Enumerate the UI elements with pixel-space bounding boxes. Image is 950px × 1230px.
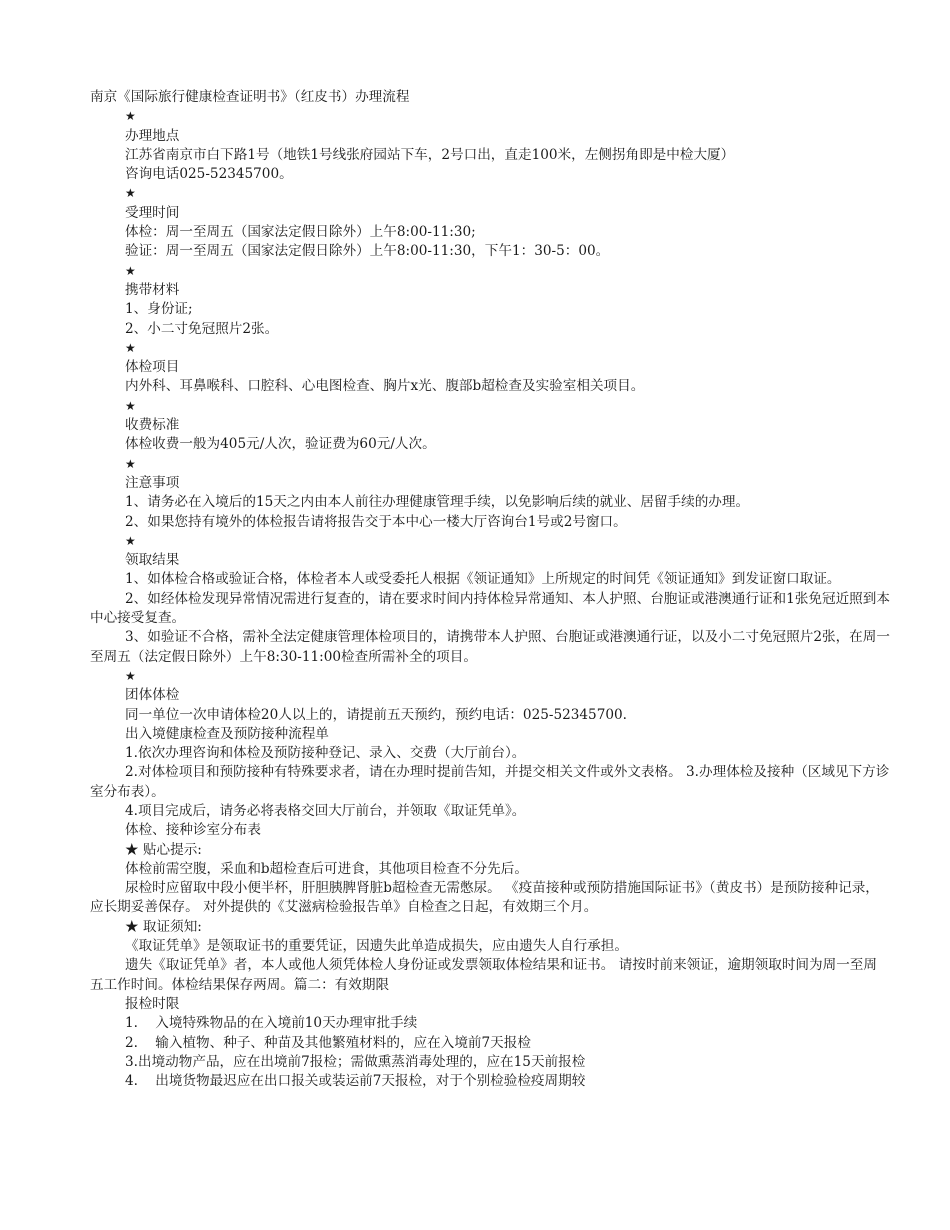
section-heading-flow: 出入境健康检查及预防接种流程单 [125,725,329,742]
exam-items-text: 内外科、耳鼻喉科、口腔科、心电图检查、胸片x光、腹部b超检查及实验室相关项目。 [125,378,645,395]
flow-table-title: 体检、接种诊室分布表 [125,822,261,839]
star-icon: ★ [125,398,136,413]
notes-item: 1、请务必在入境后的15天之内由本人前往办理健康管理手续，以免影响后续的就业、居留手续的办理。 [125,494,750,511]
section-heading-tips: ★ 贴心提示: [125,841,202,858]
section-heading-fees: 收费标准 [125,417,180,434]
fees-text: 体检收费一般为405元/人次，验证费为60元/人次。 [125,436,436,453]
section-heading-deadline: 报检时限 [125,995,180,1012]
flow-item: 1.依次办理咨询和体检及预防接种登记、录入、交费（大厅前台）。 [125,745,526,762]
location-address: 江苏省南京市白下路1号（地铁1号线张府园站下车，2号口出，直走100米，左侧拐角即是中检大厦） [125,146,735,163]
star-icon: ★ [125,340,136,355]
star-icon: ★ [125,186,136,201]
section-heading-group: 团体体检 [125,687,180,704]
deadline-item: 2. 输入植物、种子、种苗及其他繁殖材料的，应在入境前7天报检 [125,1034,531,1051]
hours-verify: 验证：周一至周五（国家法定假日除外）上午8:00-11:30，下午1：30-5：00。 [125,243,610,260]
flow-item: 4.项目完成后，请务必将表格交回大厅前台，并领取《取证凭单》。 [125,802,526,819]
section-heading-materials: 携带材料 [125,281,180,298]
group-text: 同一单位一次申请体检20人以上的，请提前五天预约，预约电话：025-52345700. [125,706,627,723]
tips-item: 尿检时应留取中段小便半杯，肝胆胰脾肾脏b超检查无需憋尿。 《疫苗接种或预防措施国际证书》（黄皮书）是预防接种记录，应长期妥善保存。 对外提供的《艾滋病检验报告单》自检查之日起，有效期三个月。 [90,880,879,916]
hours-exam: 体检：周一至周五（国家法定假日除外）上午8:00-11:30; [125,224,476,241]
section-heading-notes: 注意事项 [125,474,180,491]
results-item: 1、如体检合格或验证合格，体检者本人或受委托人根据《领证通知》上所规定的时间凭《领证通知》到发证窗口取证。 [125,571,841,588]
section-heading-exam-items: 体检项目 [125,359,180,376]
location-phone: 咨询电话025-52345700。 [125,166,293,183]
star-icon: ★ [125,263,136,278]
results-item: 3、如验证不合格，需补全法定健康管理体检项目的，请携带本人护照、台胞证或港澳通行证，以及小二寸免冠照片2张，在周一至周五（法定假日除外）上午8:30-11:00检查所需补全的项目。 [90,629,890,665]
tips-item: 体检前需空腹，采血和b超检查后可进食，其他项目检查不分先后。 [125,860,528,877]
section-heading-results: 领取结果 [125,552,180,569]
section-heading-collect: ★ 取证须知: [125,918,202,935]
collect-item: 《取证凭单》是领取证书的重要凭证，因遗失此单造成损失，应由遗失人自行承担。 [125,938,628,955]
deadline-item: 1. 入境特殊物品的在入境前10天办理审批手续 [125,1015,418,1032]
section-heading-hours: 受理时间 [125,204,180,221]
results-item: 2、如经体检发现异常情况需进行复查的，请在要求时间内持体检异常通知、本人护照、台胞证或港澳通行证和1张免冠近照到本中心接受复查。 [90,590,890,627]
materials-item: 2、小二寸免冠照片2张。 [125,320,279,337]
star-icon: ★ [125,456,136,471]
section-heading-location: 办理地点 [125,127,180,144]
deadline-item: 4. 出境货物最迟应在出口报关或装运前7天报检，对于个别检验检疫周期较 [125,1073,586,1090]
notes-item: 2、如果您持有境外的体检报告请将报告交于本中心一楼大厅咨询台1号或2号窗口。 [125,513,627,530]
deadline-item: 3.出境动物产品，应在出境前7报检；需做熏蒸消毒处理的，应在15天前报检 [125,1053,586,1070]
collect-item: 遗失《取证凭单》者，本人或他人须凭体检人身份证或发票领取体检结果和证书。 请按时前来领证，逾期领取时间为周一至周五工作时间。体检结果保存两周。篇二：有效期限 [90,957,877,993]
star-icon: ★ [125,109,136,124]
star-icon: ★ [125,668,136,683]
materials-item: 1、身份证; [125,301,193,318]
document-title: 南京《国际旅行健康检查证明书》（红皮书）办理流程 [90,89,410,105]
flow-item: 2.对体检项目和预防接种有特殊要求者，请在办理时提前告知，并提交相关文件或外文表格。 3.办理体检及接种（区域见下方诊室分布表）。 [90,764,890,800]
star-icon: ★ [125,533,136,548]
